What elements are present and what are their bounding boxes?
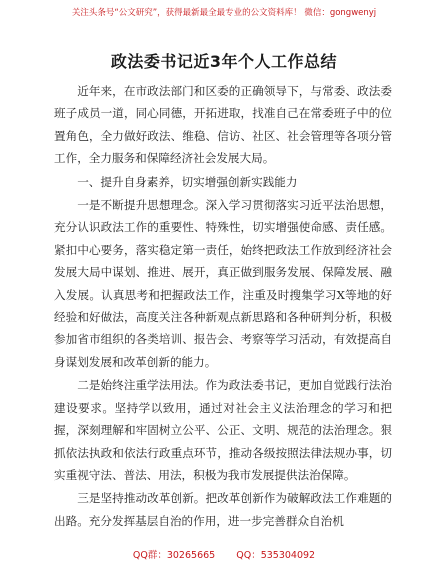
section-heading: 一、提升自身素养，切实增强创新实践能力 — [77, 174, 298, 189]
paragraph-3: 三是坚持推动改革创新。把改革创新作为破解政法工作难题的出路。充分发挥基层自治的作用，进一步完善群众自治机 — [54, 491, 392, 528]
footer-qq: QQ：535304092 — [236, 550, 316, 561]
footer — [0, 549, 448, 562]
header-banner: 关注头条号“公文研究”，获得最新最全最专业的公文资料库！ 微信：gongwenyj — [71, 8, 377, 18]
footer-qq-group: QQ群：30265665 — [132, 550, 216, 561]
document-body — [54, 80, 392, 538]
document-title: 政法委书记近3年个人工作总结 — [110, 52, 338, 71]
paragraph-intro: 近年来，在市政法部门和区委的正确领导下，与常委、政法委班子成员一道，同心同德，开拓进取，找准自己在常委班子中的位置角色，全力做好政法、维稳、信访、社区、社会管理等各项分管工作，全力服务和保障经济社会发展大局。 — [54, 84, 392, 166]
paragraph-2: 二是始终注重学法用法。作为政法委书记，更加自觉践行法治建设要求。坚持学以致用，通过对社会主义法治理念的学习和把握，深刻理解和牢固树立公平、公正、文明、规范的法治理念。狠抓依法执政和依法行政重点环节，推动各级按照法律法规办事，切实重视守法、普法、用法，积极为我市发展提供法治保障。 — [54, 378, 392, 482]
paragraph-1: 一是不断提升思想理念。深入学习贯彻落实习近平法治思想，充分认识政法工作的重要性、特殊性，切实增强使命感、责任感。紧扣中心要务，落实稳定第一责任，始终把政法工作放到经济社会发展大局中谋划、推进、展开，真正做到服务发展、保障发展、融入发展。认真思考和把握政法工作，注重及时搜集学习X等地的好经验和好做法，高度关注各种新观点新思路和各种研判分析，积极参加省市组织的各类培训、报告会、考察等学习活动，有效提高自身谋划发展和改革创新的能力。 — [54, 198, 392, 369]
